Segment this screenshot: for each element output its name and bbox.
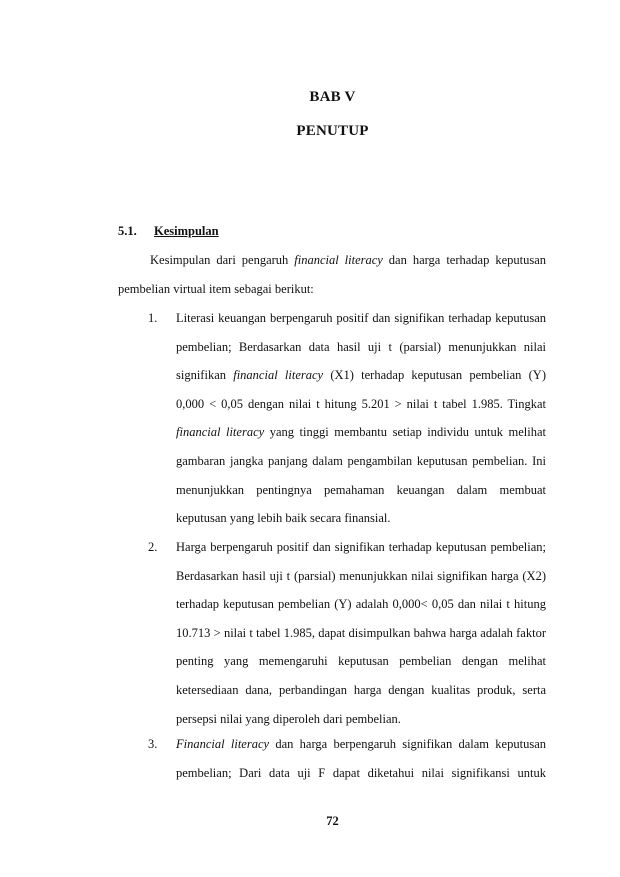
text-span: pembelian; Dari data uji F dapat diketahui nilai signifikansi untuk [176, 766, 546, 780]
page-number: 72 [326, 814, 339, 828]
italic-term: financial literacy [294, 253, 383, 267]
italic-term: financial literacy [233, 368, 324, 382]
text-span: signifikan [176, 368, 234, 382]
chapter-label: BAB V [309, 89, 356, 105]
text-span: dan harga berpengaruh signifikan dalam keputusan [269, 737, 546, 751]
text-line [176, 425, 546, 440]
section-number: 5.1. [118, 224, 137, 238]
text-span: yang tinggi membantu setiap individu untuk melihat [264, 425, 546, 439]
text-span: menunjukkan pentingnya pemahaman keuangan dalam membuat [176, 483, 546, 497]
text-line [176, 483, 546, 498]
text-span: terhadap keputusan pembelian (Y) adalah 0,000< 0,05 dan nilai t hitung [176, 597, 546, 611]
text-line [176, 626, 546, 641]
text-span: keputusan yang lebih baik secara finansial. [176, 511, 391, 525]
text-line [118, 282, 546, 297]
text-line [176, 540, 546, 555]
list-marker: 3. [148, 737, 158, 751]
text-span: Harga berpengaruh positif dan signifikan terhadap keputusan pembelian; [176, 540, 546, 554]
text-line [176, 737, 546, 752]
text-line [176, 311, 546, 326]
text-span: 0,000 < 0,05 dengan nilai t hitung 5.201 > nilai t tabel 1.985. Tingkat [176, 397, 546, 411]
text-line [176, 712, 546, 727]
list-marker: 1. [148, 311, 158, 325]
list-marker: 2. [148, 540, 158, 554]
text-line [176, 454, 546, 469]
text-span: Kesimpulan dari pengaruh [150, 253, 295, 267]
text-line [176, 368, 546, 383]
text-span: 10.713 > nilai t tabel 1.985, dapat disimpulkan bahwa harga adalah faktor [176, 626, 546, 640]
text-span: (X1) terhadap keputusan pembelian (Y) [323, 368, 546, 382]
text-line [176, 397, 546, 412]
section-title: Kesimpulan [154, 224, 219, 238]
italic-term: financial literacy [176, 425, 265, 439]
text-line [150, 253, 546, 268]
text-span: dan harga terhadap keputusan [382, 253, 546, 267]
text-line [176, 766, 546, 781]
text-span: pembelian; Berdasarkan data hasil uji t (parsial) menunjukkan nilai [176, 340, 546, 354]
chapter-title: PENUTUP [296, 123, 369, 139]
text-line [176, 654, 546, 669]
text-span: pembelian virtual item sebagai berikut: [118, 282, 314, 296]
text-line [176, 683, 546, 698]
text-line [176, 340, 546, 355]
text-line [176, 597, 546, 612]
text-span: Literasi keuangan berpengaruh positif dan signifikan terhadap keputusan [176, 311, 546, 325]
text-span: penting yang memengaruhi keputusan pembelian dengan melihat [176, 654, 546, 668]
text-span: gambaran jangka panjang dalam pengambilan keputusan pembelian. Ini [176, 454, 546, 468]
text-span: ketersediaan dana, perbandingan harga dengan kualitas produk, serta [176, 683, 546, 697]
text-span: persepsi nilai yang diperoleh dari pembelian. [176, 712, 401, 726]
text-line [176, 511, 546, 526]
text-span: Berdasarkan hasil uji t (parsial) menunjukkan nilai signifikan harga (X2) [176, 569, 546, 583]
section-heading [118, 224, 219, 239]
italic-term: Financial literacy [176, 737, 270, 751]
text-line [176, 569, 546, 584]
